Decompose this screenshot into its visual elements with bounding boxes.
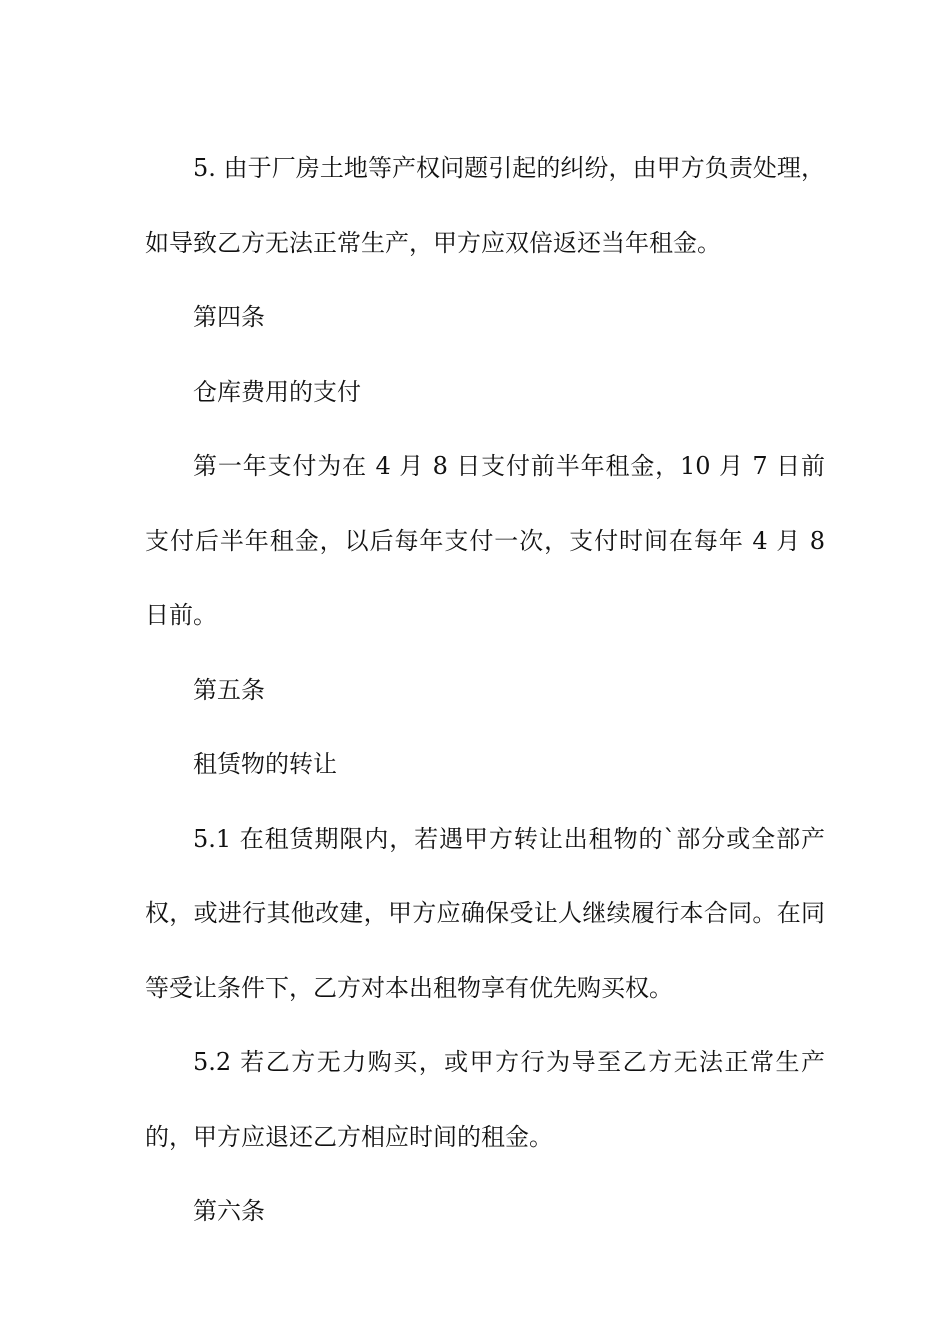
paragraph-clause-3-5: 5. 由于厂房土地等产权问题引起的纠纷，由甲方负责处理，如导致乙方无法正常生产，甲方应双倍返还当年租金。 <box>145 154 825 257</box>
document-body <box>145 131 825 1249</box>
heading-lease-transfer: 租赁物的转让 <box>193 750 337 778</box>
paragraph-clause-5-1: 5.1 在租赁期限内，若遇甲方转让出租物的`部分或全部产权，或进行其他改建，甲方应确保受让人继续履行本合同。在同等受让条件下，乙方对本出租物享有优先购买权。 <box>145 824 825 1002</box>
heading-article-4: 第四条 <box>193 303 265 331</box>
heading-article-5: 第五条 <box>193 675 265 704</box>
heading-warehouse-fee-payment: 仓库费用的支付 <box>193 377 361 406</box>
heading-article-6: 第六条 <box>193 1197 265 1225</box>
paragraph-clause-5-2: 5.2 若乙方无力购买，或甲方行为导至乙方无法正常生产的，甲方应退还乙方相应时间的租金。 <box>145 1048 825 1151</box>
paragraph-payment-terms: 第一年支付为在 4 月 8 日支付前半年租金，10 月 7 日前支付后半年租金，以后每年支付一次，支付时间在每年 4 月 8 日前。 <box>145 452 825 629</box>
